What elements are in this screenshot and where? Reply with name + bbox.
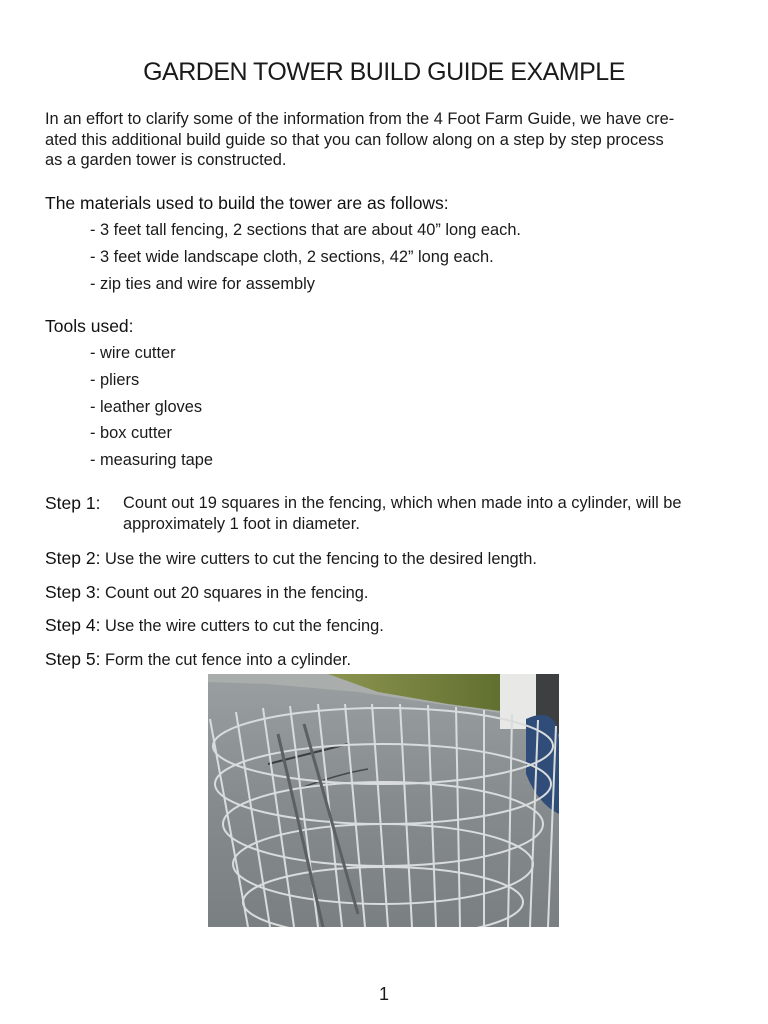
- intro-line: In an effort to clarify some of the information from the 4 Foot Farm Guide, we have cre-: [45, 110, 675, 128]
- step-label: Step 2:: [45, 548, 101, 568]
- fence-cylinder-illustration: [208, 674, 559, 927]
- intro-line: ated this additional build guide so that you can follow along on a step by step process: [45, 130, 664, 149]
- page-title: GARDEN TOWER BUILD GUIDE EXAMPLE: [143, 58, 625, 86]
- step-5: [45, 649, 735, 671]
- step-4: [45, 615, 735, 637]
- page-number: 1: [378, 984, 389, 1004]
- step-text-line: approximately 1 foot in diameter.: [123, 514, 360, 533]
- list-item: - leather gloves: [90, 397, 203, 416]
- list-item: - pliers: [90, 370, 140, 389]
- step-label: Step 1:: [45, 493, 101, 513]
- step-text: Use the wire cutters to cut the fencing to the desired length.: [105, 550, 537, 568]
- step-3: [45, 582, 735, 604]
- materials-heading: The materials used to build the tower are as follows:: [45, 193, 449, 213]
- tools-heading: Tools used:: [45, 316, 134, 336]
- intro-line: as a garden tower is constructed.: [45, 151, 287, 169]
- intro-paragraph: [45, 109, 735, 171]
- step-1: [45, 493, 735, 534]
- step-label: Step 3:: [45, 582, 101, 602]
- step-label: Step 4:: [45, 615, 101, 635]
- list-item: - zip ties and wire for assembly: [90, 274, 315, 293]
- list-item: - 3 feet tall fencing, 2 sections that are about 40” long each.: [90, 221, 521, 239]
- step-text: Count out 20 squares in the fencing.: [105, 584, 369, 602]
- tools-list: [90, 343, 213, 477]
- list-item: - box cutter: [90, 424, 172, 443]
- step-text: [123, 493, 735, 534]
- step-2: [45, 548, 735, 570]
- list-item: - measuring tape: [90, 451, 213, 470]
- fence-cylinder-photo: [208, 674, 559, 927]
- materials-list: [90, 220, 521, 300]
- step-text-line: Count out 19 squares in the fencing, which when made into a cylinder, will be: [123, 494, 682, 512]
- list-item: - wire cutter: [90, 344, 176, 362]
- step-text: Use the wire cutters to cut the fencing.: [105, 617, 384, 635]
- step-label: Step 5:: [45, 649, 101, 669]
- list-item: - 3 feet wide landscape cloth, 2 sections, 42” long each.: [90, 247, 494, 266]
- step-text: Form the cut fence into a cylinder.: [105, 651, 352, 669]
